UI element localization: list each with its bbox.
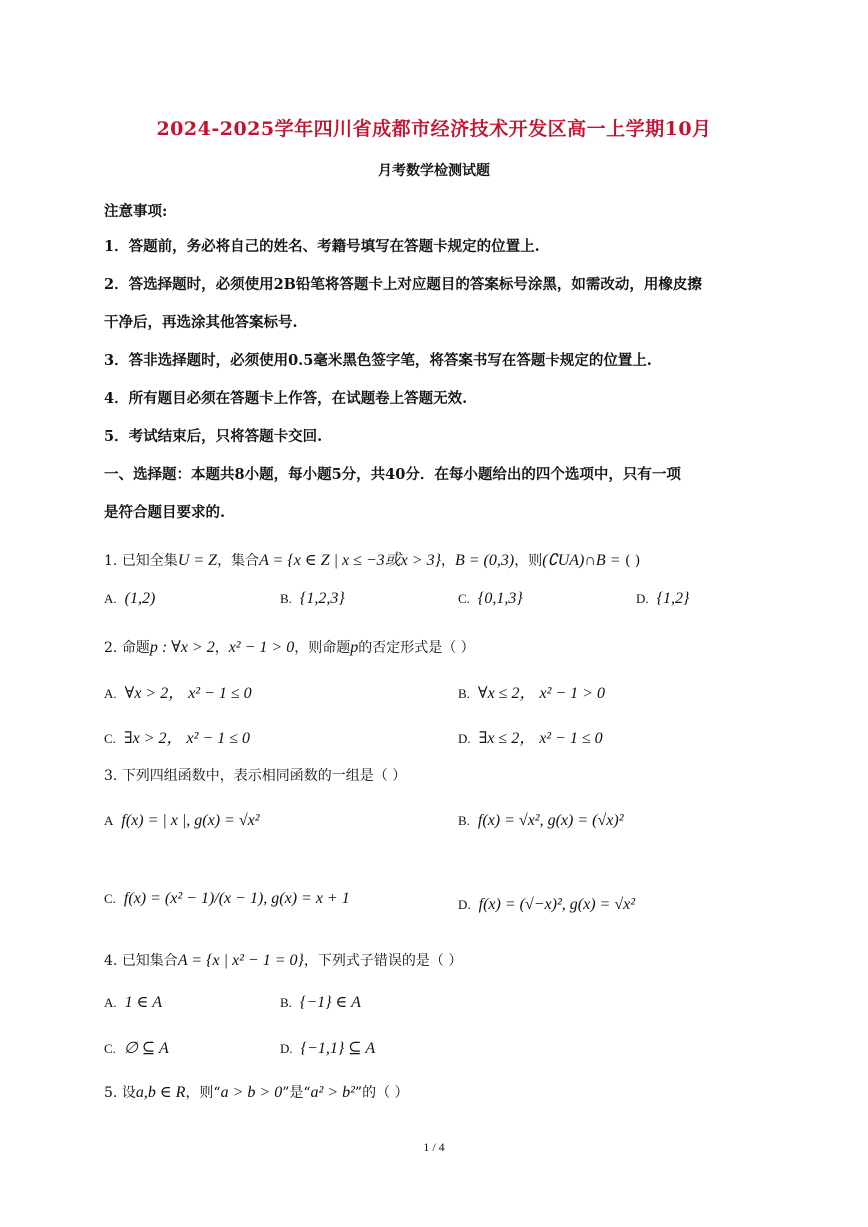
q2-option-c: C. ∃x > 2， x² − 1 ≤ 0 (104, 730, 250, 747)
answer-paren: ( ) (624, 553, 641, 569)
notice-item-5: 5．考试结束后，只将答题卡交回. (104, 428, 323, 445)
question-number: 2. (104, 640, 118, 656)
question-3: 3. 下列四组函数中，表示相同函数的一组是（ ） (104, 768, 407, 784)
q3-option-c: C. f(x) = (x² − 1)/(x − 1), g(x) = x + 1 (104, 890, 350, 907)
q2-option-b: B. ∀x ≤ 2， x² − 1 > 0 (458, 685, 605, 702)
question-5: 5. 设a,b ∈ R，则“a > b > 0”是“a² > b²”的（ ） (104, 1084, 409, 1101)
question-number: 1. (104, 553, 118, 569)
q1-option-a: A. (1,2) (104, 590, 156, 607)
notice-item-1: 1．答题前，务必将自己的姓名、考籍号填写在答题卡规定的位置上. (104, 238, 540, 255)
math-expr: B = (0,3) (454, 552, 515, 569)
notice-item-2-cont: 干净后，再选涂其他答案标号. (104, 314, 298, 331)
q4-option-a: A. 1 ∈ A (104, 994, 162, 1011)
notice-item-3: 3．答非选择题时，必须使用0.5毫米黑色签字笔，将答案书写在答题卡规定的位置上. (104, 352, 652, 369)
q3-option-b: B. f(x) = √x², g(x) = (√x)² (458, 812, 624, 829)
question-2: 2. 命题p : ∀x > 2，x² − 1 > 0，则命题p的否定形式是（ ） (104, 639, 475, 656)
exam-title: 2024-2025学年四川省成都市经济技术开发区高一上学期10月 (156, 118, 712, 140)
section-heading: 一、选择题：本题共8小题，每小题5分，共40分．在每小题给出的四个选项中，只有一项 (104, 466, 681, 483)
question-4: 4. 已知集合A = {x | x² − 1 = 0}，下列式子错误的是（ ） (104, 952, 463, 969)
q1-option-b: B. {1,2,3} (280, 590, 345, 607)
q3-option-a: A f(x) = | x |, g(x) = √x² (104, 812, 260, 829)
math-expr: A = {x ∈ Z | x ≤ −3或x > 3} (259, 552, 441, 569)
q2-option-d: D. ∃x ≤ 2， x² − 1 ≤ 0 (458, 730, 603, 747)
math-expr: U = Z (177, 552, 218, 569)
exam-subtitle: 月考数学检测试题 (378, 163, 490, 179)
question-1: 1. 已知全集U = Z，集合A = {x ∈ Z | x ≤ −3或x > 3}，B = (0,3)，则(∁UA)∩B = ( ) (104, 552, 641, 569)
q4-option-c: C. ∅ ⊆ A (104, 1040, 169, 1057)
math-expr: (∁UA)∩B = (542, 552, 621, 569)
q1-option-c: C. {0,1,3} (458, 590, 523, 607)
math-expr: p : ∀x > 2 (149, 639, 215, 656)
q2-option-a: A. ∀x > 2， x² − 1 ≤ 0 (104, 685, 252, 702)
q4-option-b: B. {−1} ∈ A (280, 994, 361, 1011)
math-expr: p (350, 639, 359, 656)
math-expr: x² − 1 > 0 (228, 639, 295, 656)
q3-option-d: D. f(x) = (√−x)², g(x) = √x² (458, 896, 636, 913)
question-number: 3. (104, 768, 118, 784)
q1-option-d: D. {1,2} (636, 590, 690, 607)
question-number: 5. (104, 1085, 118, 1101)
math-expr: A = {x | x² − 1 = 0} (177, 952, 304, 969)
q4-option-d: D. {−1,1} ⊆ A (280, 1040, 376, 1057)
section-heading-cont: 是符合题目要求的. (104, 504, 226, 521)
notice-item-4: 4．所有题目必须在答题卡上作答，在试题卷上答题无效. (104, 390, 468, 407)
notice-heading: 注意事项: (104, 203, 168, 220)
page-number: 1 / 4 (423, 1140, 445, 1154)
question-number: 4. (104, 953, 118, 969)
math-expr: a > b > 0 (220, 1084, 283, 1101)
math-expr: a,b ∈ R (135, 1084, 186, 1101)
notice-item-2: 2．答选择题时，必须使用2B铅笔将答题卡上对应题目的答案标号涂黑，如需改动，用橡皮擦 (104, 276, 702, 293)
math-expr: a² > b² (310, 1084, 355, 1101)
